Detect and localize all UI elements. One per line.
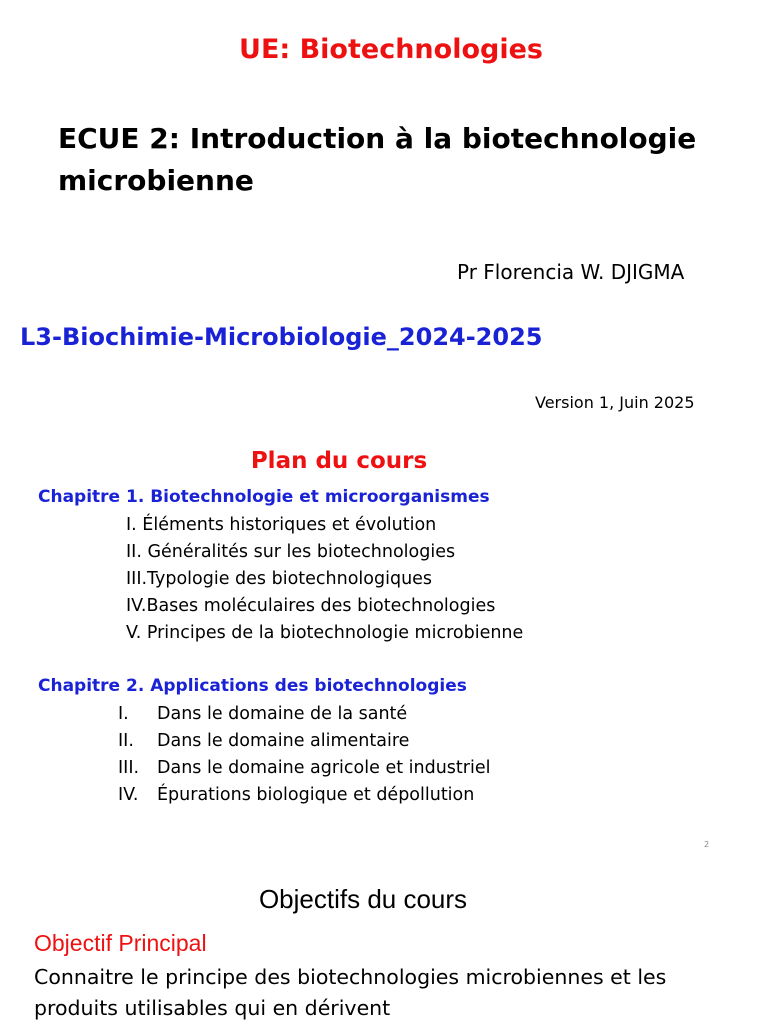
chapter-1-title: Chapitre 1. Biotechnologie et microorganismes <box>38 487 490 507</box>
item-text: Épurations biologique et dépollution <box>157 785 475 805</box>
item-number: III. <box>118 758 140 778</box>
item-text: Dans le domaine alimentaire <box>157 731 410 751</box>
list-item: V. Principes de la biotechnologie microbienne <box>126 623 524 643</box>
author: Pr Florencia W. DJIGMA <box>457 260 685 284</box>
page-number: 2 <box>704 840 710 849</box>
plan-title: Plan du cours <box>250 448 428 474</box>
version-label: Version 1, Juin 2025 <box>535 393 695 412</box>
objective-principal-label: Objectif Principal <box>34 930 207 956</box>
list-item <box>118 701 490 728</box>
item-number: II. <box>118 731 134 751</box>
list-item <box>118 728 490 755</box>
ue-title: UE: Biotechnologies <box>239 34 543 65</box>
program-title: L3-Biochimie-Microbiologie_2024-2025 <box>20 323 543 351</box>
list-item <box>118 782 490 809</box>
item-number: IV. <box>118 785 139 805</box>
chapter-1-list <box>126 512 523 647</box>
item-text: Dans le domaine de la santé <box>157 704 408 724</box>
list-item: III.Typologie des biotechnologiques <box>126 569 433 589</box>
item-text: Dans le domaine agricole et industriel <box>157 758 491 778</box>
list-item: IV.Bases moléculaires des biotechnologies <box>126 596 496 616</box>
objectives-title: Objectifs du cours <box>258 884 468 914</box>
list-item <box>118 755 490 782</box>
chapter-2-list <box>118 701 490 809</box>
chapter-2-title: Chapitre 2. Applications des biotechnologies <box>38 676 467 696</box>
list-item: II. Généralités sur les biotechnologies <box>126 542 456 562</box>
list-item: I. Éléments historiques et évolution <box>126 515 437 535</box>
ecue-title: ECUE 2: Introduction à la biotechnologie microbienne <box>58 122 697 197</box>
item-number: I. <box>118 704 129 724</box>
objective-principal-text: Connaitre le principe des biotechnologies microbiennes et les produits utilisables qui en dérivent <box>34 965 667 1020</box>
